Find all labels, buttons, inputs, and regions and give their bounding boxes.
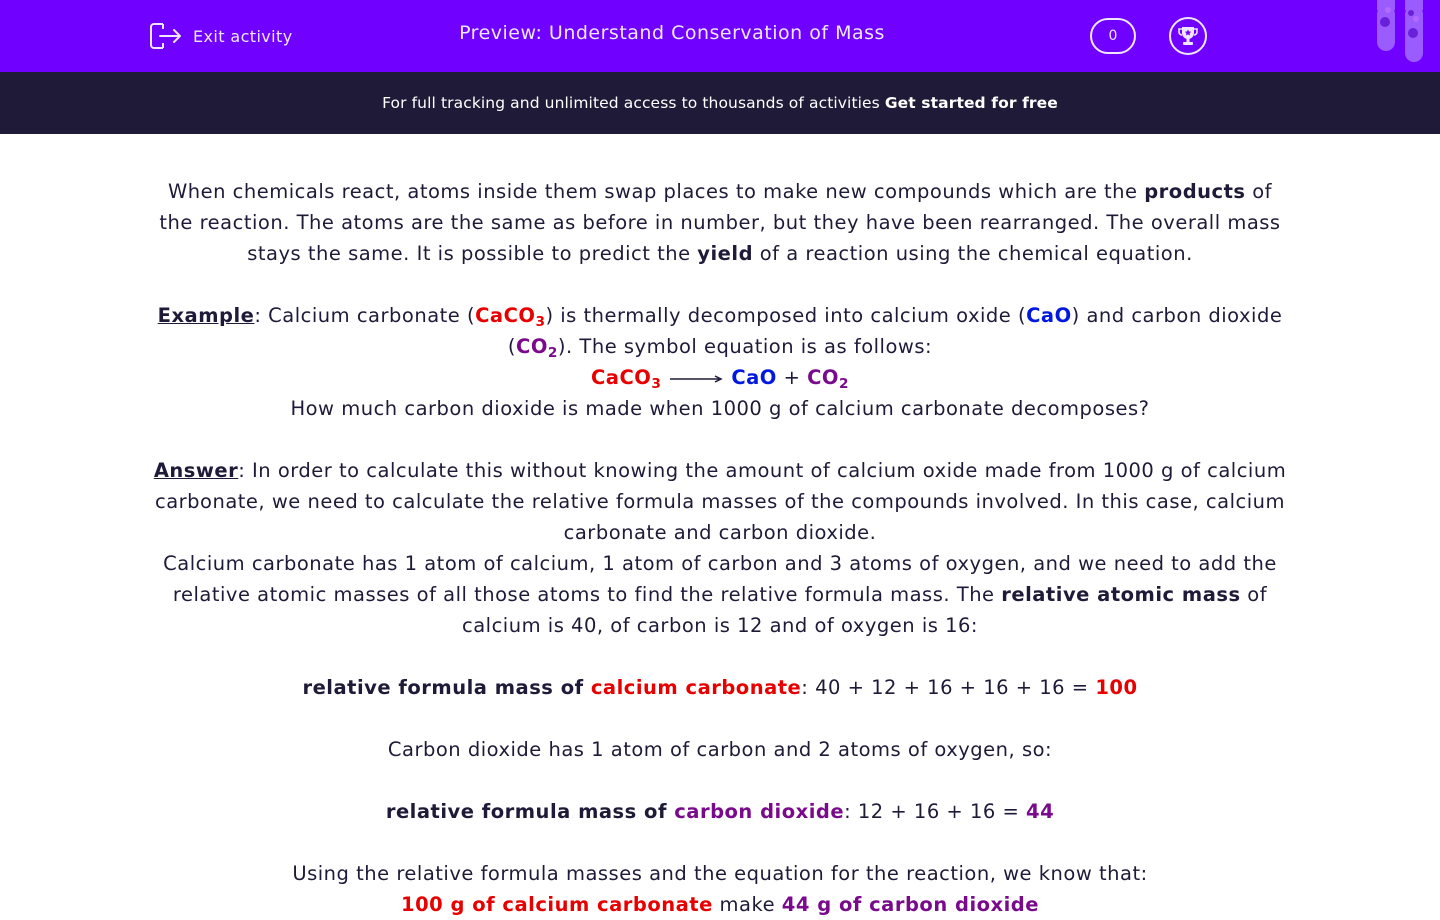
rfm-calcium-carbonate xyxy=(150,672,1290,703)
score-badge: 0 xyxy=(1090,18,1136,54)
term-yield: yield xyxy=(697,242,754,265)
conclusion-reactant: 100 g of calcium carbonate xyxy=(401,893,713,916)
intro-paragraph xyxy=(150,176,1290,269)
equation-reactant: CaCO$_3$ xyxy=(590,366,662,392)
example-text-4: ). The symbol equation is as follows: xyxy=(557,335,933,358)
calcium-text-1: Calcium carbonate has 1 atom of calcium, 1 atom of carbon and 3 atoms of oxygen, and we need to add the relative atomic masses of all those atoms to find the relative formula mass. The xyxy=(163,552,1277,606)
answer-text: : In order to calculate this without knowing the amount of calcium oxide made from 1000 g of calcium carbonate, we need to calculate the relative formula masses of the compounds involved. In this case, calcium carbonate and carbon dioxide. xyxy=(154,459,1287,544)
answer-paragraph xyxy=(150,455,1290,548)
conclusion-verb: make xyxy=(712,893,782,916)
term-products: products xyxy=(1144,180,1246,203)
reaction-arrow-icon xyxy=(669,374,723,384)
rfm-compound: carbon dioxide xyxy=(674,800,845,823)
formula-cao: CaO xyxy=(1026,304,1072,327)
using-paragraph: Using the relative formula masses and the equation for the reaction, we know that: xyxy=(292,862,1148,885)
conclusion-product: 44 g of carbon dioxide xyxy=(781,893,1039,916)
answer-label: Answer xyxy=(153,459,239,482)
top-bar xyxy=(0,0,1440,72)
example-paragraph xyxy=(150,300,1290,362)
example-label: Example xyxy=(157,304,255,327)
intro-text-1: When chemicals react, atoms inside them swap places to make new compounds which are the xyxy=(167,180,1145,203)
rfm-compound: calcium carbonate xyxy=(590,676,802,699)
get-started-link[interactable]: Get started for free xyxy=(884,94,1058,112)
trophy-icon xyxy=(1176,24,1200,48)
exit-activity-label: Exit activity xyxy=(193,26,293,46)
term-relative-atomic-mass: relative atomic mass xyxy=(1001,583,1241,606)
rfm-sum: : 12 + 16 + 16 = xyxy=(844,800,1027,823)
rfm-label: relative formula mass of xyxy=(302,676,591,699)
example-text-2: ) is thermally decomposed into calcium oxide ( xyxy=(545,304,1027,327)
page-title: Preview: Understand Conservation of Mass xyxy=(459,22,885,44)
formula-caco3: CaCO$_3$ xyxy=(475,304,546,330)
banner-text: For full tracking and unlimited access to thousands of activities xyxy=(382,94,880,112)
rfm-sum: : 40 + 12 + 16 + 16 + 16 = xyxy=(801,676,1096,699)
trophy-button[interactable] xyxy=(1169,17,1207,55)
co2-paragraph: Carbon dioxide has 1 atom of carbon and 2 atoms of oxygen, so: xyxy=(387,738,1053,761)
intro-text-2: of the reaction. The atoms are the same as before in number, but they have been rearranged. The overall mass stays the same. It is possible to predict the xyxy=(159,180,1281,265)
rfm-carbon-dioxide xyxy=(150,796,1290,827)
example-text-3: ) and carbon dioxide ( xyxy=(507,304,1283,358)
symbol-equation xyxy=(150,362,1290,393)
example-text-1: : Calcium carbonate ( xyxy=(254,304,476,327)
equation-product-cao: CaO xyxy=(731,366,777,389)
intro-text-3: of a reaction using the chemical equation. xyxy=(753,242,1193,265)
calcium-paragraph xyxy=(150,548,1290,641)
question-text: How much carbon dioxide is made when 1000 g of calcium carbonate decomposes? xyxy=(290,397,1150,420)
lesson-content xyxy=(150,176,1290,920)
equation-product-co2: $CO_2$ xyxy=(807,366,850,392)
conclusion-line xyxy=(150,889,1290,920)
test-tubes-logo-icon xyxy=(1374,0,1440,66)
signup-banner xyxy=(0,72,1440,134)
equation-plus: + xyxy=(783,366,801,389)
formula-co2: $CO_2$ xyxy=(516,335,558,361)
rfm-result: 100 xyxy=(1095,676,1138,699)
rfm-result: 44 xyxy=(1026,800,1055,823)
calcium-text-2: of calcium is 40, of carbon is 12 and of oxygen is 16: xyxy=(462,583,1268,637)
rfm-label: relative formula mass of xyxy=(385,800,675,823)
